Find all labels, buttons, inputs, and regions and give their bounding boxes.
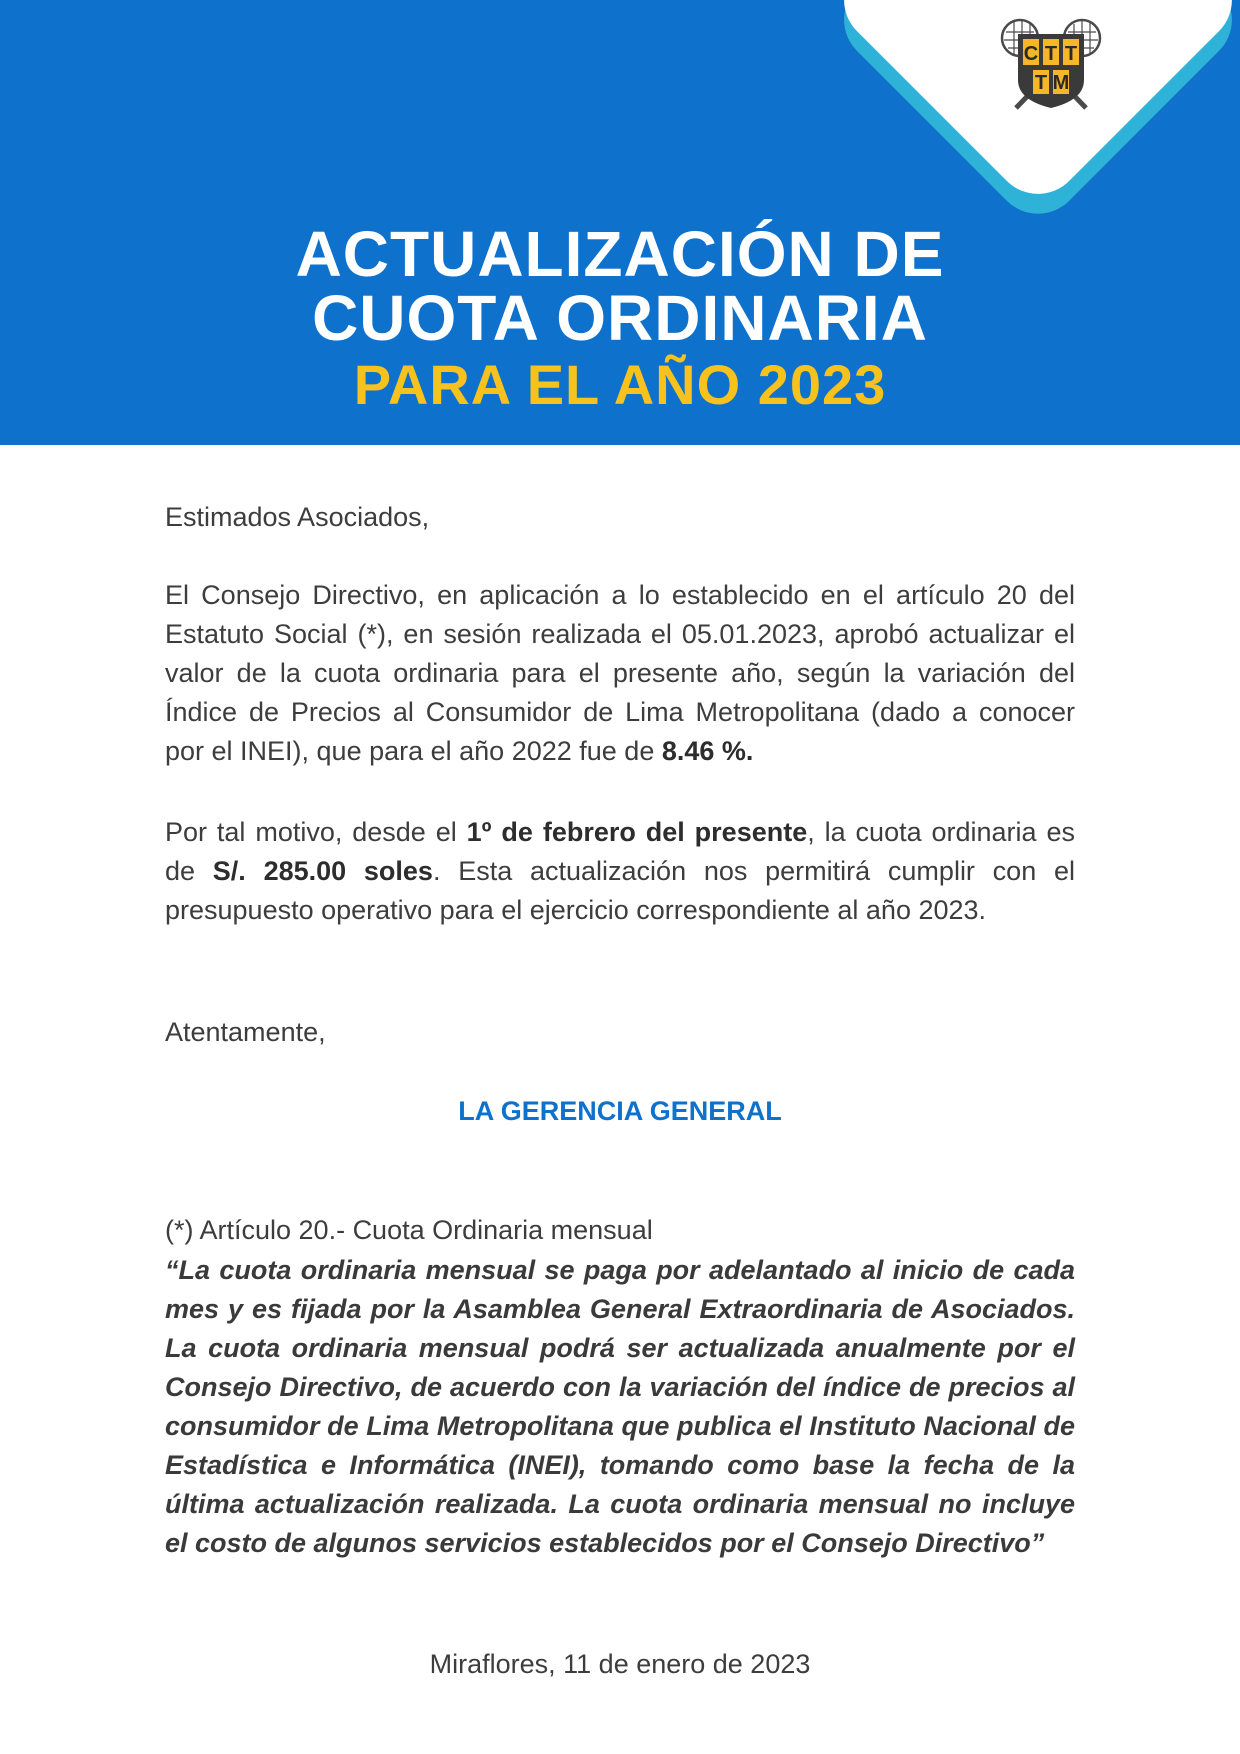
title-block [0,218,1240,416]
logo-letter: T [1044,43,1058,65]
place-date: Miraflores, 11 de enero de 2023 [429,1649,811,1679]
paragraph-1-text: El Consejo Directivo, en aplicación a lo establecido en el artículo 20 del Estatuto Social (*), en sesión realizada el 05.01.2023, aprobó actualizar el valor de la cuota ordinaria para el presente año, según la variación del Índice de Precios al Consumidor de Lima Metropolitana (dado a conocer por el INEI), que para el año 2022 fue de [165,580,1075,766]
page-subtitle: PARA EL AÑO 2023 [353,353,887,416]
greeting: Estimados Asociados, [165,502,430,532]
effective-date: 1º de febrero del presente [466,817,808,847]
page-title-line-1: ACTUALIZACIÓN DE [295,218,945,290]
logo-letter: M [1052,72,1070,94]
fee-amount: S/. 285.00 soles [212,856,433,886]
logo-letter: C [1023,43,1039,65]
paragraph-2-text-b: , la cuota ordinaria es de [165,817,1075,886]
logo-letter: T [1034,72,1048,94]
ipc-rate: 8.46 %. [661,736,754,766]
header-banner [0,0,1240,445]
paragraph-2-text-a: Por tal motivo, desde el [165,817,467,847]
footnote-quote: “La cuota ordinaria mensual se paga por adelantado al inicio de cada mes y es fijada por la Asamblea General Extraordinaria de Asociados. La cuota ordinaria mensual podrá ser actualizada anualmente por el Consejo Directivo, de acuerdo con la variación del índice de precios al consumidor de Lima Metropolitana que publica el Instituto Nacional de Estadística e Informática (INEI), tomando como base la fecha de la última actualización realizada. La cuota ordinaria mensual no incluye el costo de algunos servicios establecidos por el Consejo Directivo” [165,1255,1075,1558]
paragraph-2 [165,813,1075,930]
signature: LA GERENCIA GENERAL [458,1096,782,1126]
logo-letter: T [1064,43,1078,65]
footnote-heading: (*) Artículo 20.- Cuota Ordinaria mensual [165,1215,653,1245]
paragraph-2-text-c: . Esta actualización nos permitirá cumplir con el presupuesto operativo para el ejercicio correspondiente al año 2023. [165,856,1075,925]
paragraph-1 [165,576,1075,771]
closing: Atentamente, [165,1017,326,1047]
club-logo [996,14,1106,114]
page-title-line-2: CUOTA ORDINARIA [312,282,928,354]
